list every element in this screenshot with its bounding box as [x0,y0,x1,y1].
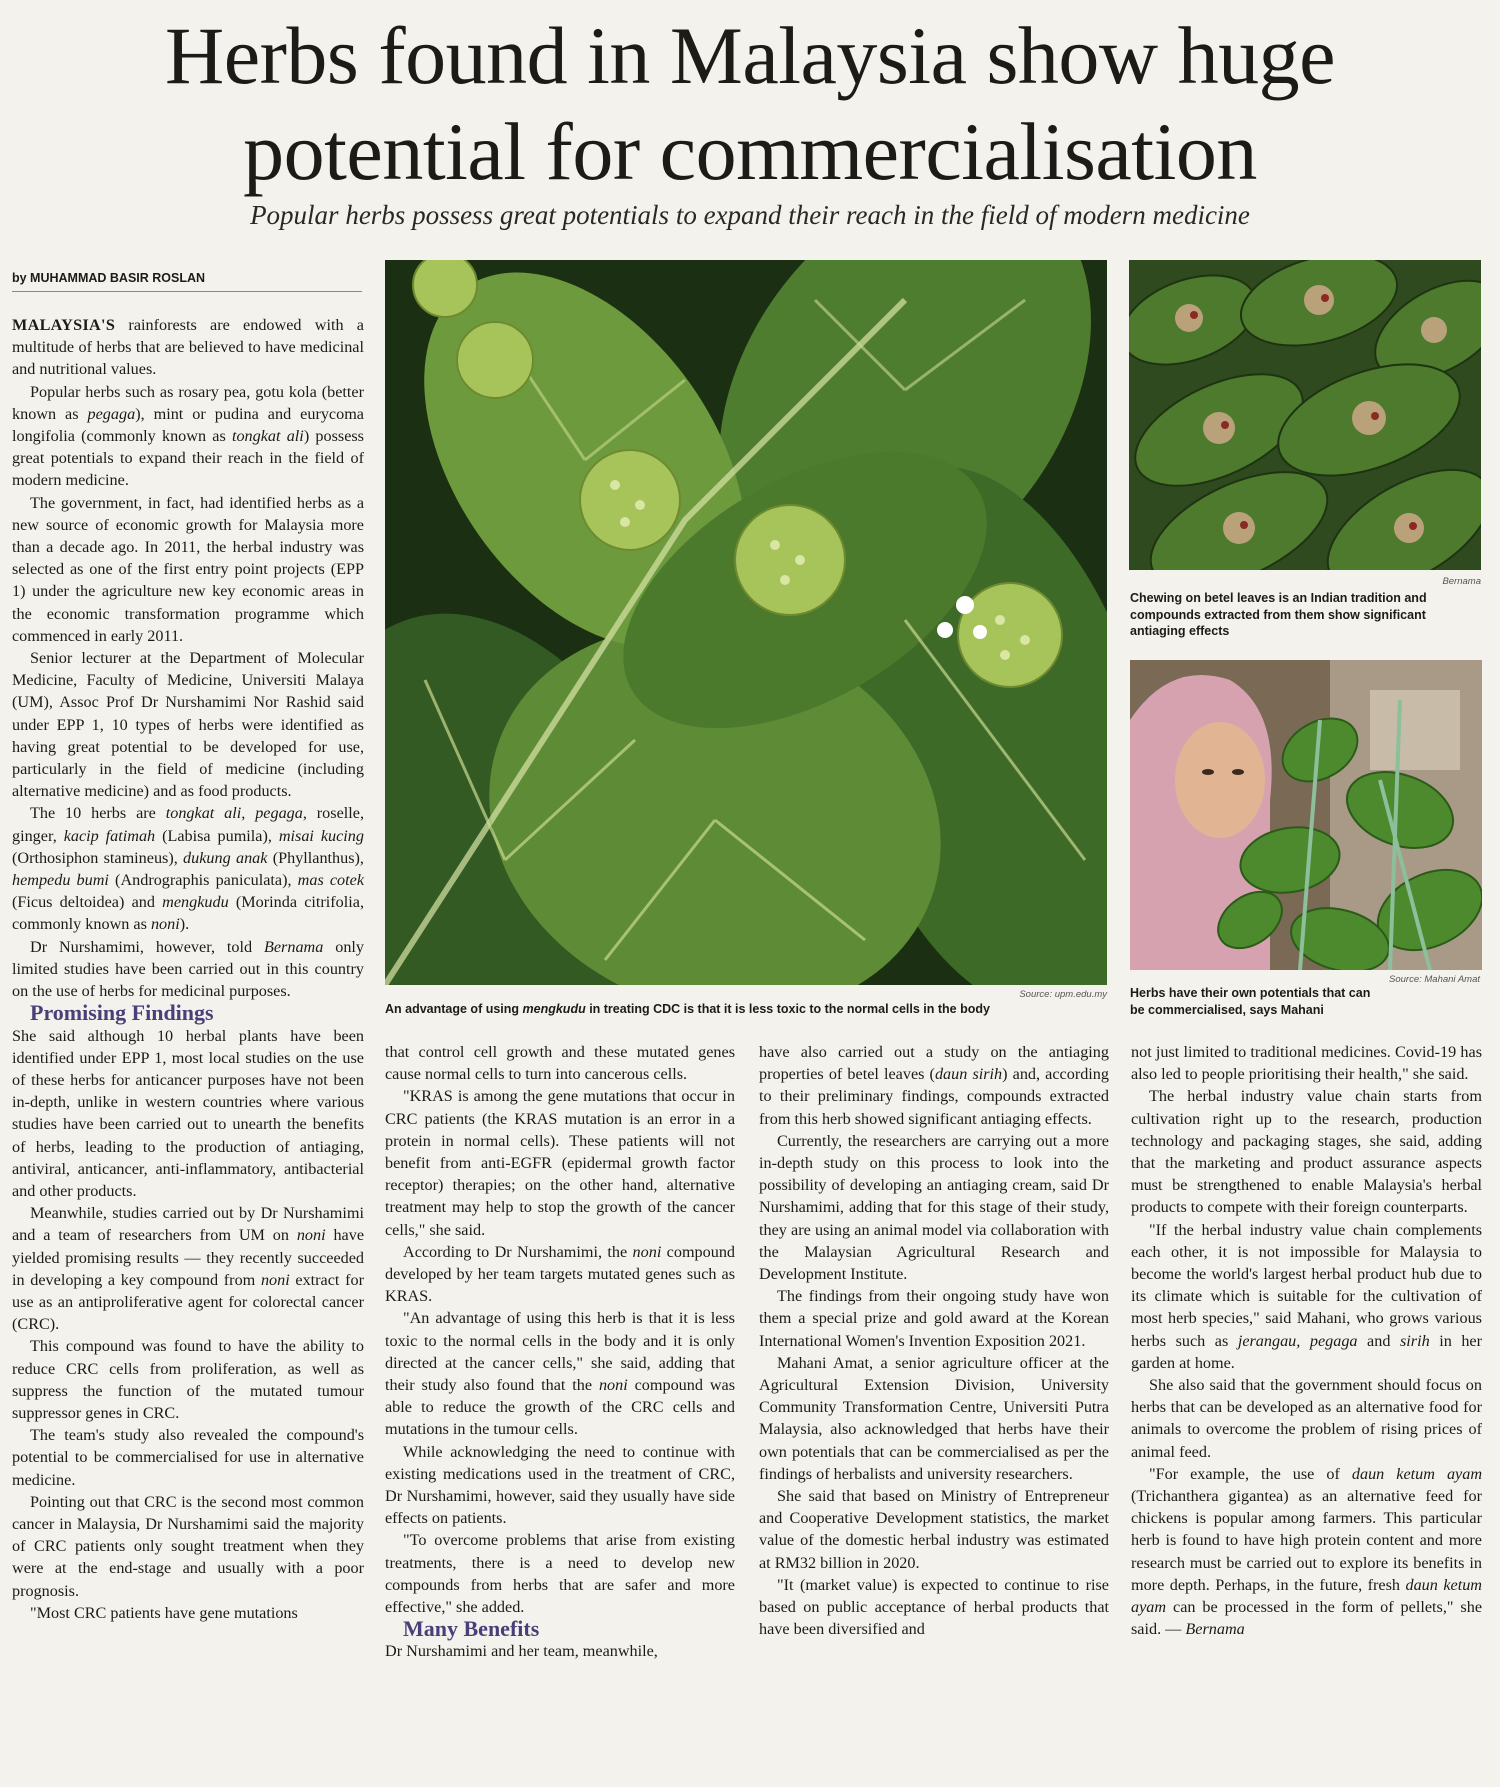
noni-photo-credit: Source: upm.edu.my [1019,989,1107,1000]
subhead-many-benefits: Many Benefits [403,1616,540,1642]
betel-photo-caption: Chewing on betel leaves is an Indian tradition and compounds extracted from them show significant antiaging effects [1130,591,1427,638]
deck: Popular herbs possess great potentials to expand their reach in the field of modern medicine [250,200,1250,230]
noni-photo-caption: An advantage of using mengkudu in treating CDC is that it is less toxic to the normal cells in the body [385,1002,990,1016]
article-column-1: MALAYSIA'S rainforests are endowed with a multitude of herbs that are believed to have medicinal and nutritional values. Popular herbs such as rosary pea, gotu kola (better known as pegaga), mint or pudina and eurycoma longifolia (commonly known as tongkat ali) possess great potentials to expand their reach in the field of modern medicine. The government, in fact, had identified herbs as a new source of economic growth for Malaysia more than a decade ago. In 2011, the herbal industry was selected as one of the first entry point projects (EPP 1) under the agriculture new key economic areas in the economic transformation programme which commenced in early 2011. Senior lecturer at the Department of Molecular Medicine, Faculty of Medicine, Universiti Malaya (UM), Assoc Prof Dr Nurshamimi Nor Rashid said under EPP 1, 10 types of herbs were identified as having great potential to be developed for use, particularly in the field of medicine (including alternative medicine) and as food products. The 10 herbs are tongkat ali, pegaga, roselle, ginger, kacip fatimah (Labisa pumila), misai kucing (Orthosiphon stamineus), dukung anak (Phyllanthus), hempedu bumi (Andrographis paniculata), mas cotek (Ficus deltoidea) and mengkudu (Morinda citrifolia, commonly known as noni). Dr Nurshamimi, however, told Bernama only limited studies have been carried out in this country on the use of herbs for medicinal purposes. Promising Findings She said although 10 herbal plants have been identified under EPP 1, most local studies on the use of these herbs for anticancer purposes have not been in-depth, unlike in western countries where various studies have been carried out to unearth the benefits of herbs, leading to the production of antiaging, antiviral, anticancer, anti-inflammatory, antibacterial and other products. Meanwhile, studies carried out by Dr Nurshamimi and a team of researchers from UM on noni have yielded promising results — they recently succeeded in developing a key compound from noni extract for use as an antiproliferative agent for colorectal cancer (CRC). This compound was found to have the ability to reduce CRC cells from proliferation, as well as suppress the function of the mutated tumour suppressor genes in CRC. The team's study also revealed the compound's potential to be commercialised for use in alternative medicine. Pointing out that CRC is the second most common cancer in Malaysia, Dr Nurshamimi said the majority of CRC patients only sought treatment when they were at the end-stage and usually with a poor prognosis. "Most CRC patients have gene mutations [12,316,365,1622]
article-column-4: not just limited to traditional medicines. Covid-19 has also led to people prioritising their health," she said. The herbal industry value chain starts from cultivation right up to the research, production technology and packaging stages, she said, adding that the marketing and product assurance aspects must be strengthened to enable Malaysia's herbal products to compete with their foreign counterparts. "If the herbal industry value chain complements each other, it is not impossible for Malaysia to become the world's largest herbal product hub due to its climate which is suitable for the cultivation of most herb species," said Mahani, who grows various herbs such as jerangau, pegaga and sirih in her garden at home. She also said that the government should focus on herbs that can be developed as an alternative food for animals to overcome the problem of rising prices of animal feed. "For example, the use of daun ketum ayam (Trichanthera gigantea) as an alternative feed for chickens is popular among farmers. This particular herb is found to have high protein content and more research must be carried out to explore its benefits in more depth. Perhaps, in the future, fresh daun ketum ayam can be processed in the form of pellets," she said. — Bernama [1131,1043,1483,1639]
betel-leaves-photo [1129,260,1481,570]
woman-with-herbs-photo [1130,660,1482,970]
betel-leaves-illustration [1129,260,1481,570]
byline: by MUHAMMAD BASIR ROSLAN [12,271,362,292]
noni-photo [385,260,1107,985]
woman-with-herbs-illustration [1130,660,1482,970]
headline [40,8,1460,200]
article-column-3: have also carried out a study on the antiaging properties of betel leaves (daun sirih) and, according to their preliminary findings, compounds extracted from this herb showed significant antiaging effects. Currently, the researchers are carrying out a more in-depth study on this process to look into the possibility of developing an antiaging cream, said Dr Nurshamimi, adding that for this stage of their study, they are using an animal model via collaboration with the Malaysian Agricultural Research and Development Institute. The findings from their ongoing study have won them a special prize and gold award at the Korean International Women's Invention Exposition 2021. Mahani Amat, a senior agriculture officer at the Agricultural Extension Division, University Community Transformation Centre, Universiti Putra Malaysia, also acknowledged that herbs have their own potentials that can be commercialised as per the findings of herbalists and university researchers. She said that based on Ministry of Entrepreneur and Cooperative Development statistics, the market value of the domestic herbal industry was estimated at RM32 billion in 2020. "It (market value) is expected to continue to rise based on public acceptance of herbal products that have been diversified and [759,1043,1109,1639]
article-column-2: that control cell growth and these mutated genes cause normal cells to turn into cancerous cells. "KRAS is among the gene mutations that occur in CRC patients (the KRAS mutation is an error in a protein in normal cells). These patients will not benefit from anti-EGFR (epidermal growth factor receptor) therapies; on the other hand, alternative treatment may help to stop the growth of the cancer cells," she said. According to Dr Nurshamimi, the noni compound developed by her team targets mutated genes such as KRAS. "An advantage of using this herb is that it is less toxic to the normal cells in the body and it is only directed at the cancer cells," she said, adding that their study also found that the noni compound was able to reduce the growth of the CRC cells and mutations in the tumour cells. While acknowledging the need to continue with existing medications used in the treatment of CRC, Dr Nurshamimi, however, said they usually have side effects on patients. "To overcome problems that arise from existing treatments, there is a need to develop new compounds from herbs that are safer and more effective," she added. Many Benefits Dr Nurshamimi and her team, meanwhile, [385,1043,736,1661]
woman-photo-credit: Source: Mahani Amat [1389,974,1480,985]
headline-line-1: Herbs found in Malaysia show huge [164,10,1336,101]
woman-photo-caption: Herbs have their own potentials that can be commercialised, says Mahani [1130,986,1371,1017]
betel-photo-credit: Bernama [1442,576,1481,587]
noni-plant-illustration [385,260,1107,985]
headline-line-2: potential for commercialisation [243,106,1257,197]
subhead-promising-findings: Promising Findings [30,1000,214,1026]
